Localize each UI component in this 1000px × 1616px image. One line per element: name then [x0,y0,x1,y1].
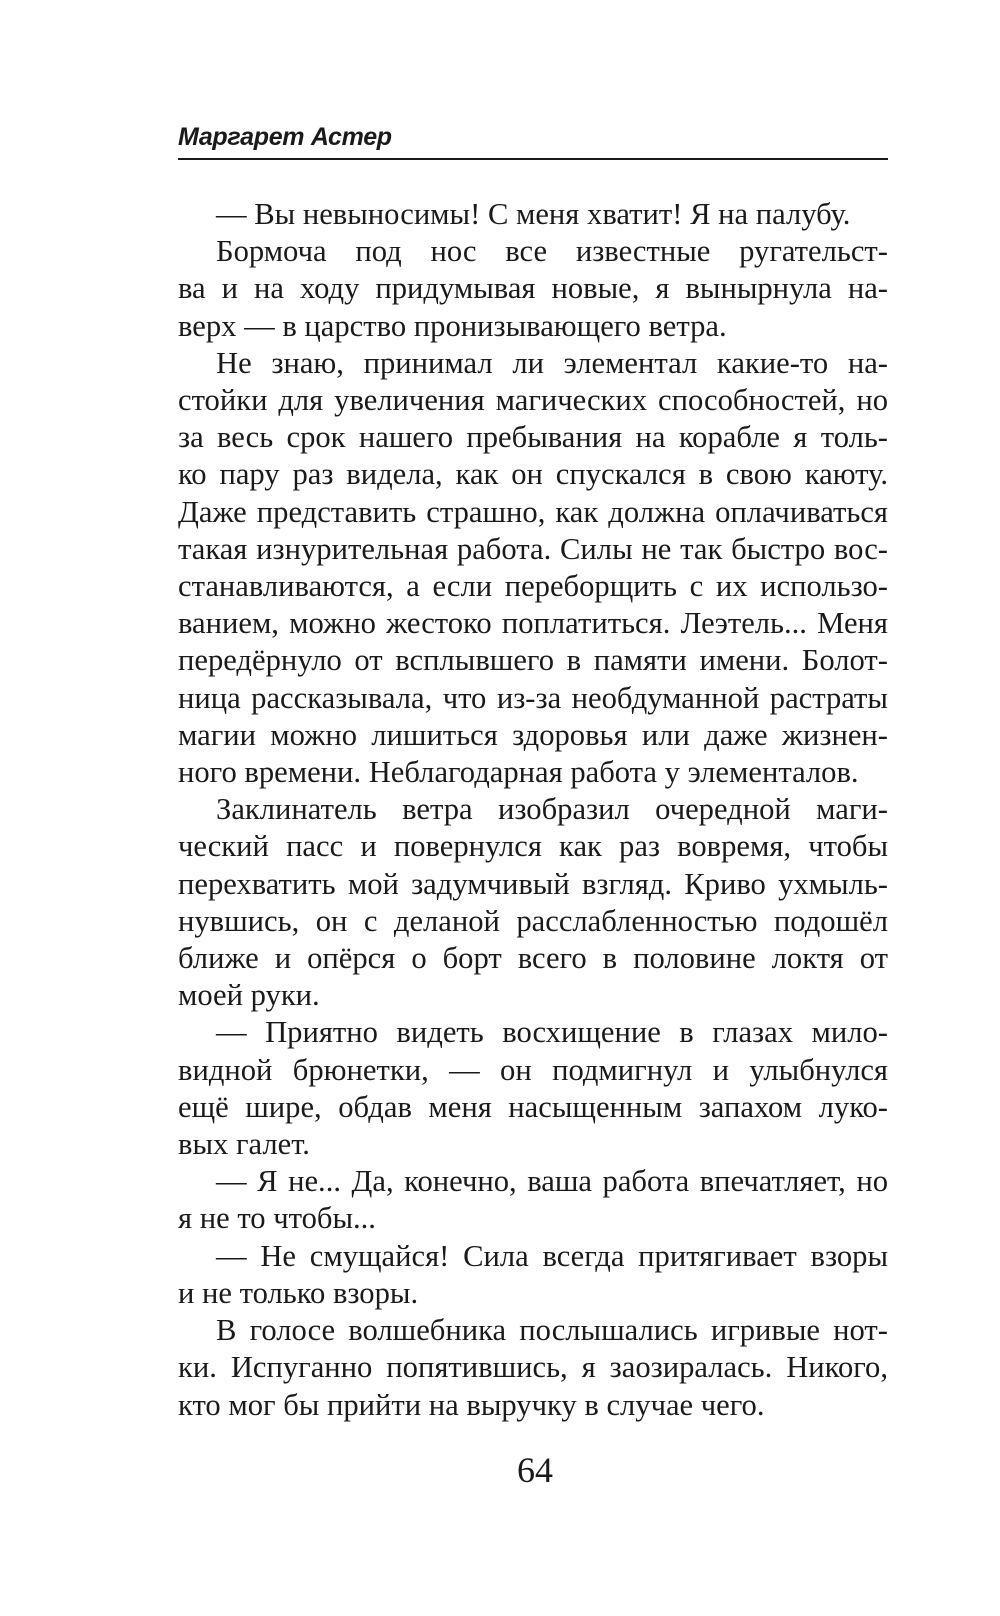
paragraph [178,1238,888,1312]
text-line: ница рассказывала, что из-за необдуманной растраты [178,680,888,715]
text-line: Бормоча под нос все известные ругательст- [216,234,888,269]
paragraph [178,1312,888,1424]
text-line: станавливаются, а если переборщить с их использо- [178,569,888,604]
text-line: магии можно лишиться здоровья или даже жизнен- [178,717,888,752]
text-line: моей руки. [178,978,320,1013]
text-line: В голосе волшебника послышались игривые нот- [216,1313,888,1348]
paragraph [178,345,888,791]
text-line: Не знаю, принимал ли элементал какие-то на- [216,345,888,380]
text-line: ванием, можно жестоко поплатиться. Леэтель... Меня [178,606,888,641]
running-head-author: Маргарет Астер [178,123,392,151]
text-line: ки. Испуганно попятившись, я заозиралась. Никого, [178,1350,888,1385]
text-line: видной брюнетки, — он подмигнул и улыбнулся [178,1052,888,1087]
paragraph [178,196,888,233]
text-line: ближе и опёрся о борт всего в половине локтя от [178,941,888,976]
paragraph [178,791,888,1014]
paragraph [178,233,888,345]
text-line: стойки для увеличения магических способностей, но [178,383,888,418]
text-line: передёрнуло от всплывшего в памяти имени. Болот- [178,643,888,678]
text-line: и не только взоры. [178,1275,419,1310]
text-line: — Я не... Да, конечно, ваша работа впечатляет, но [216,1164,888,1199]
text-line: — Приятно видеть восхищение в глазах мило- [216,1015,888,1050]
body-text [178,196,888,1424]
paragraph [178,1014,888,1163]
text-line: вых галет. [178,1127,310,1162]
text-line: Заклинатель ветра изобразил очередной маги- [216,792,888,827]
text-line: ва и на ходу придумывая новые, я вынырнула на- [178,271,888,306]
text-line: верх — в царство пронизывающего ветра. [178,308,727,343]
paragraph [178,1163,888,1237]
text-line: кто мог бы прийти на выручку в случае чего. [178,1387,765,1422]
text-line: ческий пасс и повернулся как раз вовремя, чтобы [178,829,888,864]
text-line: ного времени. Неблагодарная работа у элементалов. [178,755,859,790]
page-number: 64 [517,1450,553,1490]
text-line: за весь срок нашего пребывания на корабле я толь- [178,420,888,455]
text-line: — Не смущайся! Сила всегда притягивает взоры [216,1238,888,1273]
text-line: перехватить мой задумчивый взгляд. Криво ухмыль- [178,866,888,901]
header-rule [178,158,888,160]
text-line: такая изнурительная работа. Силы не так быстро вос- [178,531,888,566]
text-line: ко пару раз видела, как он спускался в свою каюту. [178,457,888,492]
text-line: нувшись, он с деланой расслабленностью подошёл [178,903,888,938]
text-line: Даже представить страшно, как должна оплачиваться [178,494,888,529]
text-line: я не то чтобы... [178,1201,376,1236]
text-line: — Вы невыносимы! С меня хватит! Я на палубу. [216,197,851,231]
text-line: ещё шире, обдав меня насыщенным запахом луко- [178,1089,888,1124]
